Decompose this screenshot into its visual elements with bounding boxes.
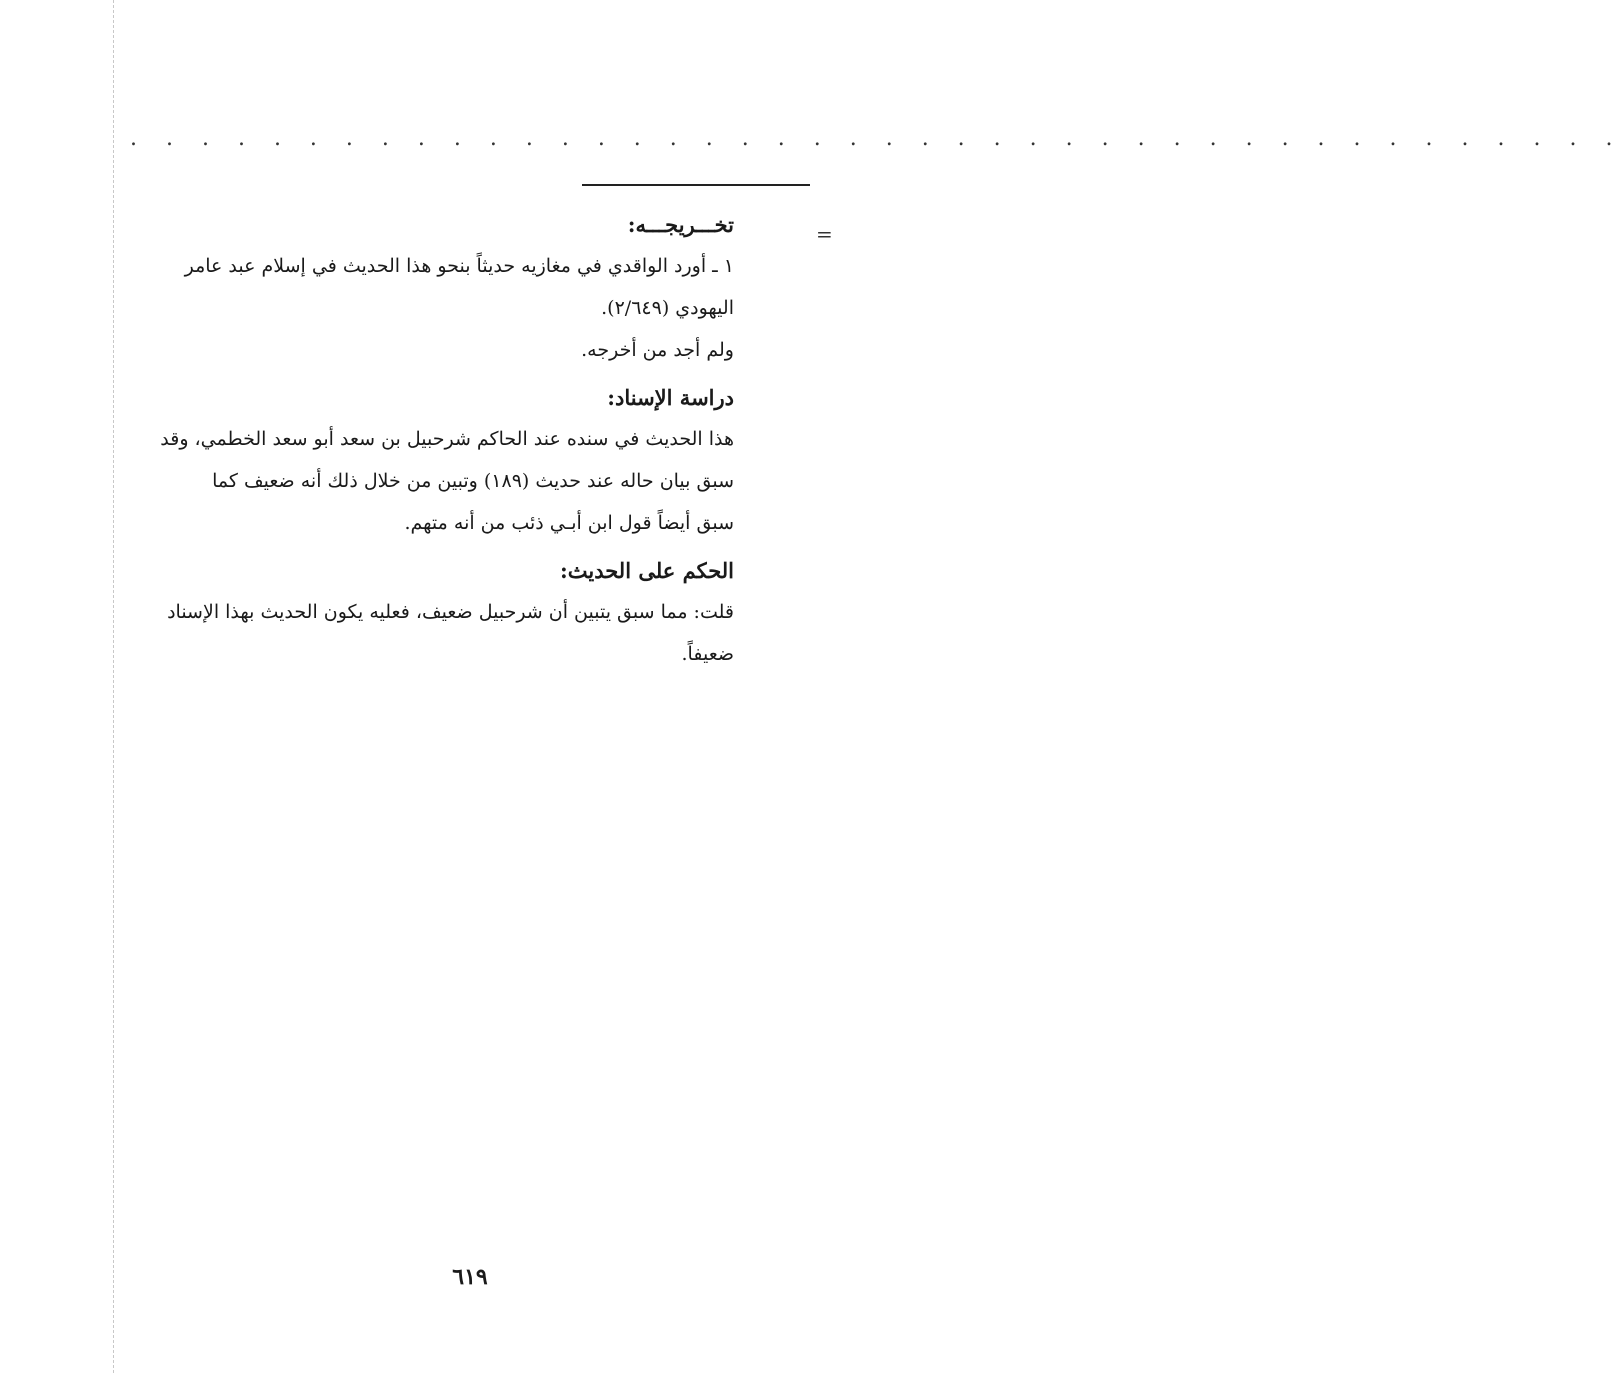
footnote-rule xyxy=(582,184,810,186)
dotted-separator: . . . . . . . . . . . . . . . . . . . . . . . . . . . . . . . . . . . . . . . . . . xyxy=(130,126,1623,151)
scan-edge-line xyxy=(113,0,114,1373)
text-line: ١ ـ أورد الواقدي في مغازيه حديثاً بنحو هذا الحديث في إسلام عبد عامر xyxy=(184,255,734,277)
text-line: ولم أجد من أخرجه. xyxy=(581,339,734,361)
section-ruling xyxy=(118,558,734,675)
text-line: ضعيفاً. xyxy=(681,643,734,665)
footnote-body xyxy=(118,212,734,689)
section-takhrij xyxy=(118,212,734,371)
text-line: سبق أيضاً قول ابن أبـي ذئب من أنه متهم. xyxy=(404,512,734,534)
text-line: اليهودي (٢/٦٤٩). xyxy=(601,297,734,319)
section-heading: الحكم على الحديث: xyxy=(560,558,734,583)
section-heading: تخـــريجـــه: xyxy=(627,212,734,237)
section-heading: دراسة الإسناد: xyxy=(607,385,734,410)
page-number: ٦١٩ xyxy=(452,1264,488,1290)
text-line: سبق بيان حاله عند حديث (١٨٩) وتبين من خلال ذلك أنه ضعيف كما xyxy=(212,470,734,492)
text-line: هذا الحديث في سنده عند الحاكم شرحبيل بن سعد أبو سعد الخطمي، وقد xyxy=(160,428,734,450)
text-line: قلت: مما سبق يتبين أن شرحبيل ضعيف، فعليه يكون الحديث بهذا الإسناد xyxy=(167,601,734,623)
section-isnad-study xyxy=(118,385,734,544)
margin-continuation-mark: = xyxy=(816,222,833,246)
